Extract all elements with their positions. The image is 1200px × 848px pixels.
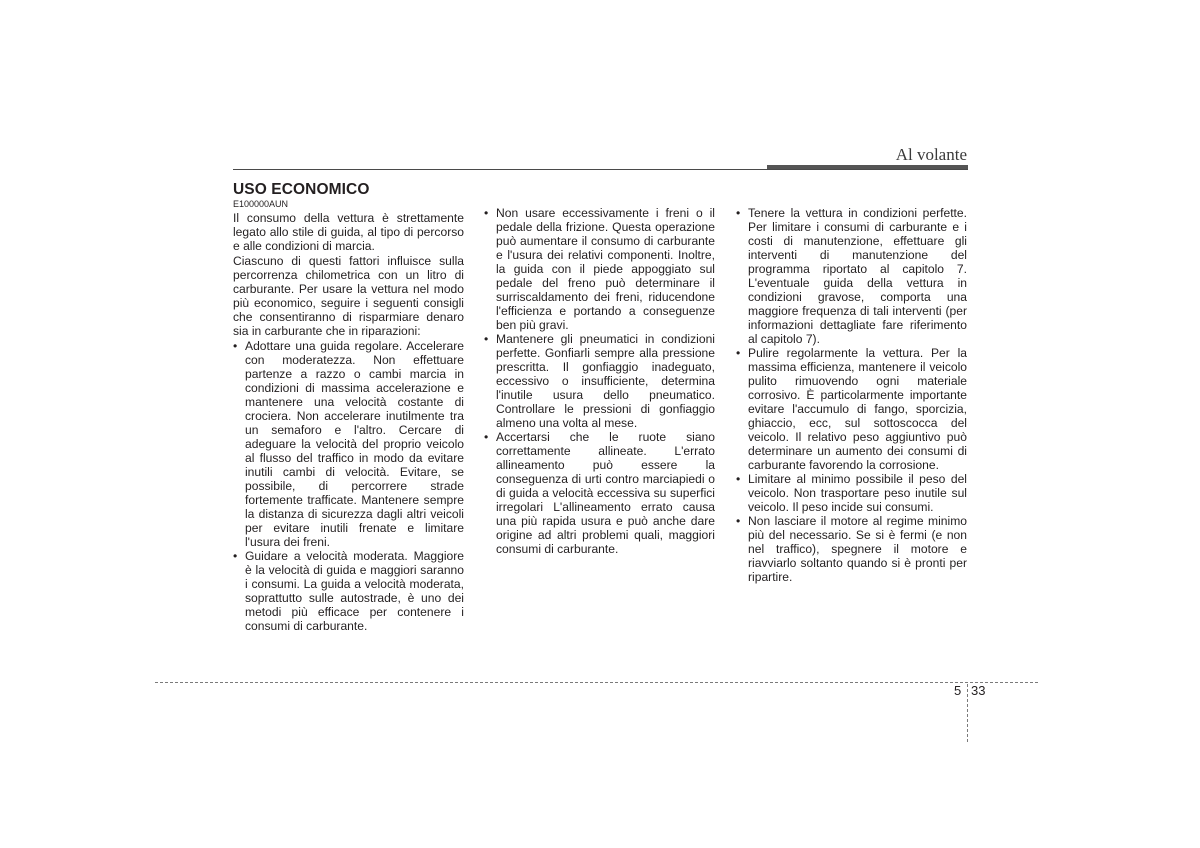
list-item-text: Mantenere gli pneumatici in condizioni perfette. Gonfiarli sempre alla pressione prescritta. Il gonfiaggio inadeguato, eccessivo o insufficiente, determina l'inutile usura dello pneumatico. Controllare le pressioni di gonfiaggio almeno una volta al mese.: [496, 332, 715, 430]
list-item-text: Pulire regolarmente la vettura. Per la massima efficienza, mantenere il veicolo pulito rimuovendo ogni materiale corrosivo. È particolarmente importante evitare l'accumulo di fango, sporcizia, ghiaccio, ecc, sul sottoscocca del veicolo. Il relativo peso aggiuntivo può determinare un aumento dei consumi di carburante favorendo la corrosione.: [748, 346, 967, 472]
list-item-text: Non usare eccessivamente i freni o il pedale della frizione. Questa operazione può aumentare il consumo di carburante e l'usura dei relativi componenti. Inoltre, la guida con il piede appoggiato sul pedale del freno può determinare il surriscaldamento dei freni, riducendone l'efficienza e portando a conseguenze ben più gravi.: [496, 206, 715, 332]
list-item-text: Limitare al minimo possibile il peso del veicolo. Non trasportare peso inutile sul veicolo. Il peso incide sui consumi.: [748, 472, 967, 514]
list-item: [736, 346, 967, 472]
list-item: [736, 472, 967, 514]
bullet-icon: •: [484, 206, 489, 220]
chapter-title: Al volante: [895, 145, 967, 164]
list-item-text: Adottare una guida regolare. Accelerare con moderatezza. Non effettuare partenze a razzo o cambi marcia in condizioni di massima accelerazione e mantenere una velocità costante di crociera. Non accelerare inutilmente tra un semaforo e l'altro. Cercare di adeguare la velocità del proprio veicolo al flusso del traffico in modo da evitare inutili cambi di velocità. Evitare, se possibile, di percorrere strade fortemente trafficate. Mantenere sempre la distanza di sicurezza dagli altri veicoli per evitare inutili frenate e limitare l'usura dei freni.: [245, 339, 464, 549]
bullet-list-3: [736, 206, 967, 584]
intro-paragraph-2: Ciascuno di questi fattori influisce sulla percorrenza chilometrica con un litro di carburante. Per usare la vettura nel modo più economico, seguire i seguenti consigli che consentiranno di risparmiare denaro sia in carburante che in riparazioni:: [233, 254, 464, 338]
column-1: [233, 183, 464, 633]
column-3: [736, 206, 967, 584]
section-code: E100000AUN: [233, 199, 289, 209]
list-item-text: Accertarsi che le ruote siano correttamente allineate. L'errato allineamento può essere la conseguenza di urti contro marciapiedi o di guida a velocità eccessiva su superfici irregolari L'allineamento errato causa una più rapida usura e può anche dare origine ad altri problemi quali, maggiori consumi di carburante.: [496, 430, 715, 556]
column-2: [484, 206, 715, 556]
list-item-text: Tenere la vettura in condizioni perfette. Per limitare i consumi di carburante e i costi di manutenzione, effettuare gli interventi di manutenzione del programma riportato al capitolo 7. L'eventuale guida della vettura in condizioni gravose, comporta una maggiore frequenza di tali interventi (per informazioni dettagliate fare riferimento al capitolo 7).: [748, 206, 967, 346]
bullet-icon: •: [736, 206, 741, 220]
list-item: [233, 339, 464, 549]
bullet-icon: •: [484, 332, 489, 346]
list-item: [484, 206, 715, 332]
list-item: [736, 206, 967, 346]
chapter-number: 5: [954, 683, 962, 698]
bullet-icon: •: [736, 346, 741, 360]
bullet-icon: •: [736, 514, 741, 528]
intro-paragraph-1: Il consumo della vettura è strettamente legato allo stile di guida, al tipo di percorso e alle condizioni di marcia.: [233, 211, 464, 253]
bullet-icon: •: [736, 472, 741, 486]
list-item-text: Non lasciare il motore al regime minimo più del necessario. Se si è fermi (e non nel traffico), spegnere il motore e riavviarlo soltanto quando si è pronti per ripartire.: [748, 514, 967, 584]
list-item: [736, 514, 967, 584]
header-rule: [233, 169, 968, 170]
bullet-icon: •: [233, 549, 238, 563]
page-number: 33: [971, 683, 986, 698]
footer-dashed-rule: [155, 682, 1038, 683]
list-item: [233, 549, 464, 633]
section-heading: USO ECONOMICO: [233, 181, 370, 198]
list-item-text: Guidare a velocità moderata. Maggiore è la velocità di guida e maggiori saranno i consumi. La guida a velocità moderata, soprattutto sulle autostrade, è uno dei metodi più efficace per contenere i consumi di carburante.: [245, 549, 464, 633]
bullet-list-2: [484, 206, 715, 556]
list-item: [484, 430, 715, 556]
bullet-icon: •: [233, 339, 238, 353]
list-item: [484, 332, 715, 430]
bullet-list-1: [233, 339, 464, 633]
footer-vertical-dashed-rule: [967, 684, 968, 742]
bullet-icon: •: [484, 430, 489, 444]
